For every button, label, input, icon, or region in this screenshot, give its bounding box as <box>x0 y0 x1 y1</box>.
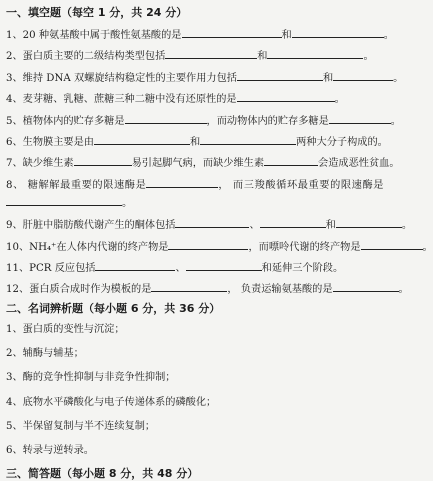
question-8 <box>6 176 414 212</box>
question-text: ， 负责运输氨基酸的是 <box>227 284 333 296</box>
answer-blank <box>125 112 207 124</box>
answer-blank <box>165 47 257 59</box>
question-text: 会造成恶性贫血。 <box>318 158 400 170</box>
section-3-title: 三、简答题（每小题 8 分，共 48 分） <box>6 467 199 481</box>
answer-blank <box>186 259 262 271</box>
question-text: ， 而三羧酸循环最重要的限速酶是 <box>218 179 385 191</box>
answer-blank <box>260 216 326 228</box>
question-text: ，而动物体内的贮存多糖是 <box>206 115 329 127</box>
question-text: 3、维持 DNA 双螺旋结构稳定性的主要作用力包括 <box>6 72 237 84</box>
question-text: 。 <box>393 72 404 84</box>
question-text: 12、蛋白质合成时作为模板的是 <box>6 284 152 296</box>
question-text: 、 <box>249 220 260 232</box>
answer-blank <box>200 133 296 145</box>
answer-blank <box>151 280 227 292</box>
question-text: 。 <box>390 115 401 127</box>
question-text: 8、 糖解解最重要的限速酶是 <box>6 179 147 191</box>
question-text: 9、肝脏中脂肪酸代谢产生的酮体包括 <box>6 220 176 232</box>
answer-blank <box>267 47 363 59</box>
question-text: 。 <box>334 94 345 106</box>
answer-blank <box>329 112 391 124</box>
question-text: 7、缺少维生素 <box>6 158 74 170</box>
question-7 <box>6 154 414 171</box>
question-12 <box>6 280 414 297</box>
question-text: 。 <box>363 51 374 63</box>
answer-blank <box>74 154 132 166</box>
question-text: 4、麦芽糖、乳糖、蔗糖三种二糖中没有还原性的是 <box>6 94 237 106</box>
question-text: 。 <box>122 197 133 209</box>
answer-blank <box>336 216 402 228</box>
question-text: 。 <box>383 30 394 41</box>
question-text: 10、NH₄⁺在人体内代谢的终产物是 <box>6 241 169 253</box>
question-10 <box>6 238 433 255</box>
answer-blank <box>264 154 318 166</box>
question-4 <box>6 90 414 107</box>
answer-blank <box>94 133 190 145</box>
question-5 <box>6 112 414 129</box>
answer-blank <box>237 69 323 81</box>
question-3 <box>6 69 414 86</box>
term-pair-1: 1、蛋白质的变性与沉淀； <box>6 323 125 335</box>
question-text: 和 <box>257 51 268 63</box>
question-text: ，而嘌呤代谢的终产物是 <box>248 241 361 253</box>
question-text: 11、PCR 反应包括 <box>6 262 96 274</box>
term-pair-4: 4、底物水平磷酸化与电子传递体系的磷酸化； <box>6 396 217 408</box>
question-text: 和 <box>322 72 334 84</box>
answer-blank <box>95 259 175 271</box>
question-11 <box>6 259 414 276</box>
question-text: 2、蛋白质主要的二级结构类型包括 <box>6 51 166 63</box>
question-text: 。 <box>422 241 433 253</box>
question-text: 6、生物膜主要是由 <box>6 136 94 148</box>
question-6 <box>6 133 414 150</box>
question-text: 。 <box>398 284 409 296</box>
question-text: 和 <box>189 136 201 148</box>
answer-blank <box>182 26 282 38</box>
term-pair-2: 2、辅酶与辅基； <box>6 347 84 359</box>
answer-blank <box>146 176 218 188</box>
question-text: 和 <box>325 220 336 232</box>
question-text: 和 <box>281 30 292 41</box>
term-pair-5: 5、半保留复制与半不连续复制； <box>6 420 156 432</box>
answer-blank <box>361 238 423 250</box>
question-1 <box>6 26 414 43</box>
question-9 <box>6 216 414 233</box>
answer-blank <box>6 194 122 206</box>
section-2-title: 二、名词辨析题（每小题 6 分，共 36 分） <box>6 301 221 315</box>
question-2 <box>6 47 414 64</box>
term-pair-6: 6、转录与逆转录。 <box>6 445 94 457</box>
question-text: 、 <box>175 262 186 274</box>
question-text: 两种大分子构成的。 <box>296 136 388 148</box>
answer-blank <box>168 238 248 250</box>
question-text: 易引起脚气病，而缺少维生素 <box>131 158 265 170</box>
answer-blank <box>333 69 393 81</box>
answer-blank <box>333 280 399 292</box>
answer-blank <box>292 26 384 38</box>
answer-blank <box>237 90 335 102</box>
question-text: 。 <box>401 220 413 232</box>
section-1-title: 一、填空题（每空 1 分，共 24 分） <box>6 6 188 19</box>
term-pair-3: 3、酶的竞争性抑制与非竞争性抑制； <box>6 372 176 384</box>
question-text: 和延伸三个阶段。 <box>261 262 344 274</box>
question-text: 1、20 种氨基酸中属于酸性氨基酸的是 <box>6 30 182 41</box>
answer-blank <box>175 216 249 228</box>
question-text: 5、植物体内的贮存多糖是 <box>6 115 125 127</box>
